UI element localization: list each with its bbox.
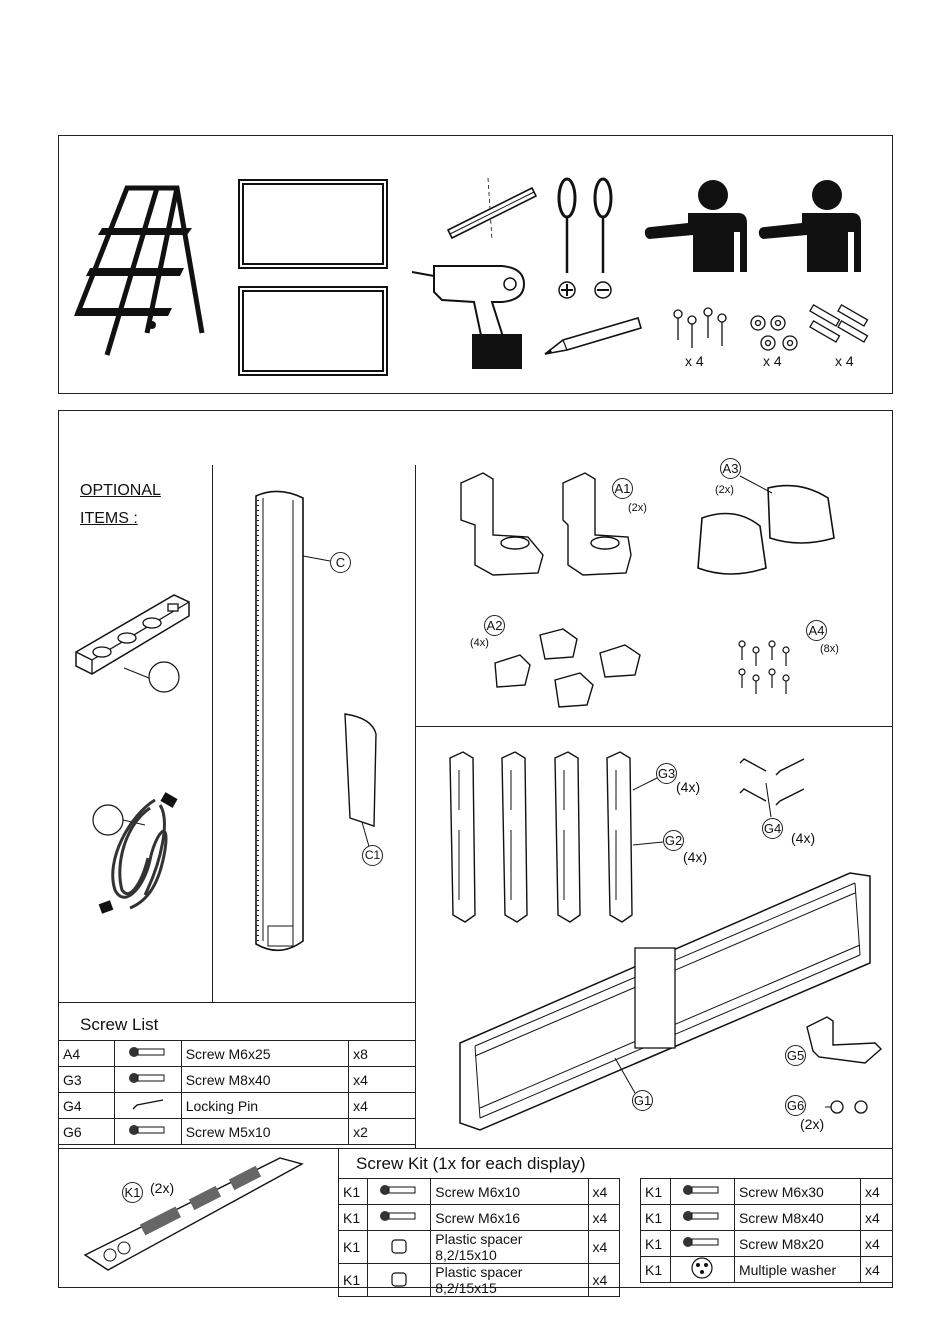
power-strip-icon	[74, 590, 194, 695]
divider	[415, 726, 893, 727]
screw-icon	[670, 1205, 734, 1231]
part-code: K1	[339, 1264, 368, 1297]
table-row	[339, 1205, 620, 1231]
part-name: Multiple washer	[734, 1257, 860, 1283]
part-a1-quantity: (2x)	[628, 502, 647, 514]
person-icon	[643, 177, 753, 272]
part-code: K1	[641, 1231, 671, 1257]
clip-a2-icon	[485, 625, 660, 720]
table-row	[339, 1264, 620, 1297]
part-k1-label: K1	[122, 1182, 143, 1203]
part-a3-quantity: (2x)	[715, 484, 734, 496]
part-code: K1	[339, 1179, 368, 1205]
screw-a4-icon	[736, 640, 796, 695]
part-quantity: x4	[588, 1179, 619, 1205]
flat-screwdriver-icon	[590, 178, 616, 303]
bracket-a1-icon	[453, 465, 633, 585]
part-name: Screw M8x40	[734, 1205, 860, 1231]
pencil-icon	[543, 314, 643, 359]
screw-icon	[114, 1067, 181, 1093]
screw-kit-title: Screw Kit (1x for each display)	[356, 1154, 586, 1173]
screw-icon	[670, 1179, 734, 1205]
part-quantity: x4	[588, 1231, 619, 1264]
part-code: K1	[339, 1231, 368, 1264]
table-row	[59, 1119, 416, 1145]
part-name: Plastic spacer 8,2/15x10	[431, 1231, 588, 1264]
part-quantity: x4	[349, 1067, 416, 1093]
part-g3-quantity: (4x)	[676, 779, 701, 795]
pin-icon	[114, 1093, 181, 1119]
part-quantity: x4	[588, 1205, 619, 1231]
table-row	[641, 1257, 893, 1283]
part-a1-label: A1	[612, 478, 633, 499]
part-quantity: x2	[349, 1119, 416, 1145]
part-name: Screw M6x25	[181, 1041, 348, 1067]
table-row	[339, 1179, 620, 1205]
part-k1-quantity: (2x)	[150, 1180, 175, 1196]
part-c1-label: C1	[362, 845, 383, 866]
drill-icon	[412, 262, 537, 372]
divider	[58, 1002, 416, 1003]
part-code: K1	[641, 1205, 671, 1231]
optional-heading: OPTIONAL	[80, 482, 161, 499]
optional-heading: ITEMS :	[80, 510, 138, 527]
step-ladder-icon	[72, 183, 212, 363]
table-row	[641, 1179, 893, 1205]
part-g6-quantity: (2x)	[800, 1116, 825, 1132]
power-cable-icon	[90, 790, 190, 920]
part-g2-quantity: (4x)	[683, 849, 708, 865]
part-name: Plastic spacer 8,2/15x15	[431, 1264, 588, 1297]
part-quantity: x4	[349, 1093, 416, 1119]
screw-icon	[368, 1179, 431, 1205]
part-code: A4	[59, 1041, 115, 1067]
blanket-icon	[238, 179, 388, 269]
table-row	[59, 1067, 416, 1093]
screw-icon	[670, 1231, 734, 1257]
screw-icon	[368, 1205, 431, 1231]
divider	[58, 1148, 893, 1149]
screw-g6-icon	[825, 1095, 875, 1120]
washer-icon	[748, 313, 803, 358]
part-a3-label: A3	[720, 458, 741, 479]
divider	[212, 465, 213, 1002]
part-code: K1	[339, 1205, 368, 1231]
part-name: Locking Pin	[181, 1093, 348, 1119]
screw-list-table	[58, 1040, 416, 1145]
cap-a3-icon	[690, 468, 840, 583]
part-quantity: x8	[349, 1041, 416, 1067]
part-g2-label: G2	[663, 830, 684, 851]
part-code: G3	[59, 1067, 115, 1093]
spirit-level-icon	[440, 178, 540, 243]
screw-kit-right-table	[640, 1178, 893, 1283]
screw-kit-k1-icon	[80, 1150, 310, 1280]
part-quantity: x4	[588, 1264, 619, 1297]
spacer-icon	[368, 1231, 431, 1264]
part-g4-label: G4	[762, 818, 783, 839]
blanket-icon	[238, 286, 388, 376]
screw-kit-left-table	[338, 1178, 620, 1297]
table-row	[59, 1041, 416, 1067]
table-row	[59, 1093, 416, 1119]
part-name: Screw M6x10	[431, 1179, 588, 1205]
bracket-g5-icon	[805, 1015, 885, 1070]
spacer-icon	[368, 1264, 431, 1297]
column-c-icon	[248, 486, 318, 961]
part-name: Screw M8x40	[181, 1067, 348, 1093]
part-g3-label: G3	[656, 763, 677, 784]
part-code: K1	[641, 1179, 671, 1205]
wall-plug-icon	[808, 306, 878, 356]
part-a2-quantity: (4x)	[470, 637, 489, 649]
part-a4-quantity: (8x)	[820, 643, 839, 655]
part-name: Screw M5x10	[181, 1119, 348, 1145]
cover-c1-icon	[340, 712, 380, 852]
part-c-label: C	[330, 552, 351, 573]
part-g4-quantity: (4x)	[791, 830, 816, 846]
rail-frame-g1-icon	[455, 868, 875, 1133]
part-g5-label: G5	[785, 1045, 806, 1066]
part-quantity: x4	[860, 1205, 892, 1231]
part-code: K1	[641, 1257, 671, 1283]
part-quantity: x4	[860, 1257, 892, 1283]
screw-icon	[114, 1041, 181, 1067]
part-a2-label: A2	[484, 615, 505, 636]
part-g6-label: G6	[785, 1095, 806, 1116]
locking-pin-g4-icon	[736, 755, 811, 815]
screws-quantity: x 4	[685, 353, 704, 369]
part-a4-label: A4	[806, 620, 827, 641]
washers-quantity: x 4	[763, 353, 782, 369]
part-name: Screw M8x20	[734, 1231, 860, 1257]
wall-plugs-quantity: x 4	[835, 353, 854, 369]
screw-list-title: Screw List	[80, 1015, 159, 1034]
part-code: G4	[59, 1093, 115, 1119]
person-icon	[757, 177, 867, 272]
washer-icon	[670, 1257, 734, 1283]
table-row	[339, 1231, 620, 1264]
table-row	[641, 1205, 893, 1231]
table-row	[641, 1231, 893, 1257]
part-name: Screw M6x16	[431, 1205, 588, 1231]
part-quantity: x4	[860, 1231, 892, 1257]
phillips-screwdriver-icon	[554, 178, 580, 303]
part-quantity: x4	[860, 1179, 892, 1205]
part-g1-label: G1	[632, 1090, 653, 1111]
screw-icon	[114, 1119, 181, 1145]
screw-icon	[670, 308, 730, 353]
part-name: Screw M6x30	[734, 1179, 860, 1205]
part-code: G6	[59, 1119, 115, 1145]
